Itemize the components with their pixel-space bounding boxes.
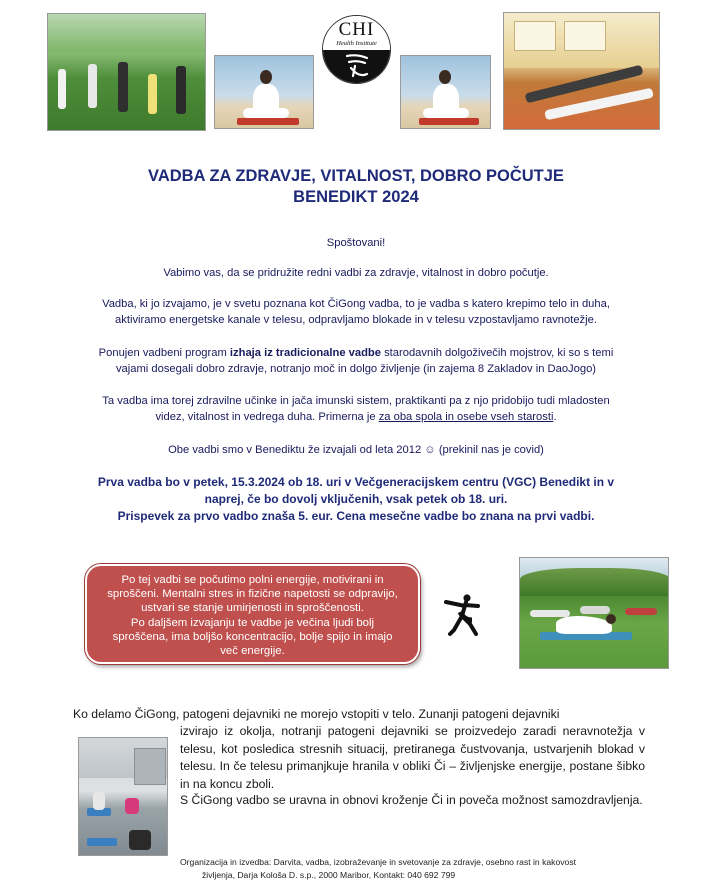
- logo-subtext: Health Institute: [336, 40, 377, 47]
- paragraph-vadba: [60, 296, 652, 328]
- callout-line3: ustvari se stanje umirjenosti in sproščenosti.: [141, 602, 364, 615]
- photo-outdoor-group-exercise: [47, 13, 206, 131]
- benefit-pre2: videz, vitalnost in vedrega duha. Primerna je: [155, 411, 379, 423]
- footer-organization: [180, 856, 650, 882]
- callout-line6: več energije.: [220, 645, 285, 658]
- photo-studio-group-exercise: [78, 737, 168, 856]
- greeting: Spoštovani!: [326, 237, 386, 249]
- chi-health-institute-logo: [322, 15, 391, 84]
- footer-line2: življenja, Darja Kološa D. s.p., 2000 Maribor, Kontakt: 040 692 799: [202, 870, 456, 880]
- callout-line1: Po tej vadbi se počutimo polni energije, motivirani in: [121, 574, 384, 586]
- announcement-line3: Prispevek za prvo vadbo znaša 5. eur. Cena mesečne vadbe bo znana na prvi vadbi.: [117, 509, 595, 523]
- paragraph-vadba-line1: Vadba, ki jo izvajamo, je v svetu poznana kot ČiGong vadba, to je vadba s katero krepimo telo in duha,: [102, 298, 610, 310]
- paragraph-program: [60, 345, 652, 377]
- photo-gym-group-exercise: [503, 12, 660, 130]
- program-line2: vajami dosegali dobro zdravje, notranjo moč in dolgo življenje (in zajema 8 Zakladov in DaoJogo): [115, 363, 597, 375]
- announcement-line2: naprej, če bo dovolj vključenih, vsak petek ob 18. uri.: [204, 492, 508, 506]
- program-bold: izhaja iz tradicionalne vadbe: [229, 347, 381, 359]
- benefit-underline: za oba spola in osebe vseh starosti: [378, 411, 554, 423]
- benefits-callout-box: [85, 564, 420, 664]
- paragraph-vadba-line2: aktiviramo energetske kanale v telesu, odpravljamo blokade in v telesu vzpostavljamo ravnotežje.: [115, 314, 597, 326]
- footer-line1: Organizacija in izvedba: Darvita, vadba, izobraževanje in svetovanje za zdravje, osebno rast in kakovost: [180, 857, 577, 867]
- body-paragraph: izvirajo iz okolja, notranji patogeni dejavniki se proizvedejo zaradi neravnotežja v telesu, kot posledica stresnih situacij, pretiranega čustvovanja, ustvarjenih blokad v telesu. In če telesu primanjkuje hranila v obliki Či – življenjske energije, postane šibko in na koncu zboli.: [180, 724, 645, 791]
- taichi-silhouette-icon: [440, 590, 488, 638]
- body-last: S ČiGong vadbo se uravna in obnovi kroženje Či in poveča možnost samozdravljenja.: [180, 793, 643, 807]
- page-title-line1: VADBA ZA ZDRAVJE, VITALNOST, DOBRO POČUTJE: [148, 167, 564, 185]
- callout-line2: sproščeni. Mentalni stres in fizične napetosti se odpravijo,: [107, 588, 398, 601]
- program-post: starodavnih dolgoživečih mojstrov, ki so s temi: [380, 347, 614, 359]
- logo-text: CHI: [338, 19, 375, 40]
- benefit-post2: .: [553, 411, 557, 423]
- callout-line4: Po daljšem izvajanju te vadbe je večina ljudi bolj: [130, 616, 375, 629]
- announcement-line1: Prva vadba bo v petek, 15.3.2024 ob 18. uri v Večgeneracijskem centru (VGC) Benedikt in v: [97, 475, 615, 489]
- body-first-line: Ko delamo ČiGong, patogeni dejavniki ne morejo vstopiti v telo. Zunanji patogeni dejavniki: [73, 707, 560, 721]
- photo-woman-meditating-beach: [214, 55, 314, 129]
- paragraph-history: Obe vadbi smo v Benediktu že izvajali od leta 2012 ☺ (prekinil nas je covid): [168, 444, 544, 456]
- program-pre: Ponujen vadbeni program: [98, 347, 230, 359]
- callout-line5: sproščena, ima boljšo koncentracijo, bolje spijo in imajo: [112, 630, 393, 643]
- paragraph-benefit: [60, 393, 652, 425]
- invite-text: Vabimo vas, da se pridružite redni vadbi za zdravje, vitalnost in dobro počutje.: [163, 267, 549, 279]
- photo-park-group-exercise: [519, 557, 669, 669]
- page-title-line2: BENEDIKT 2024: [293, 188, 419, 206]
- qi-glyph-icon: [341, 52, 373, 80]
- photo-woman-seated-beach: [400, 55, 491, 129]
- announcement: [70, 474, 642, 525]
- benefit-line1: Ta vadba ima torej zdravilne učinke in jača imunski sistem, praktikanti pa z njo pridobijo tudi mladosten: [102, 395, 610, 407]
